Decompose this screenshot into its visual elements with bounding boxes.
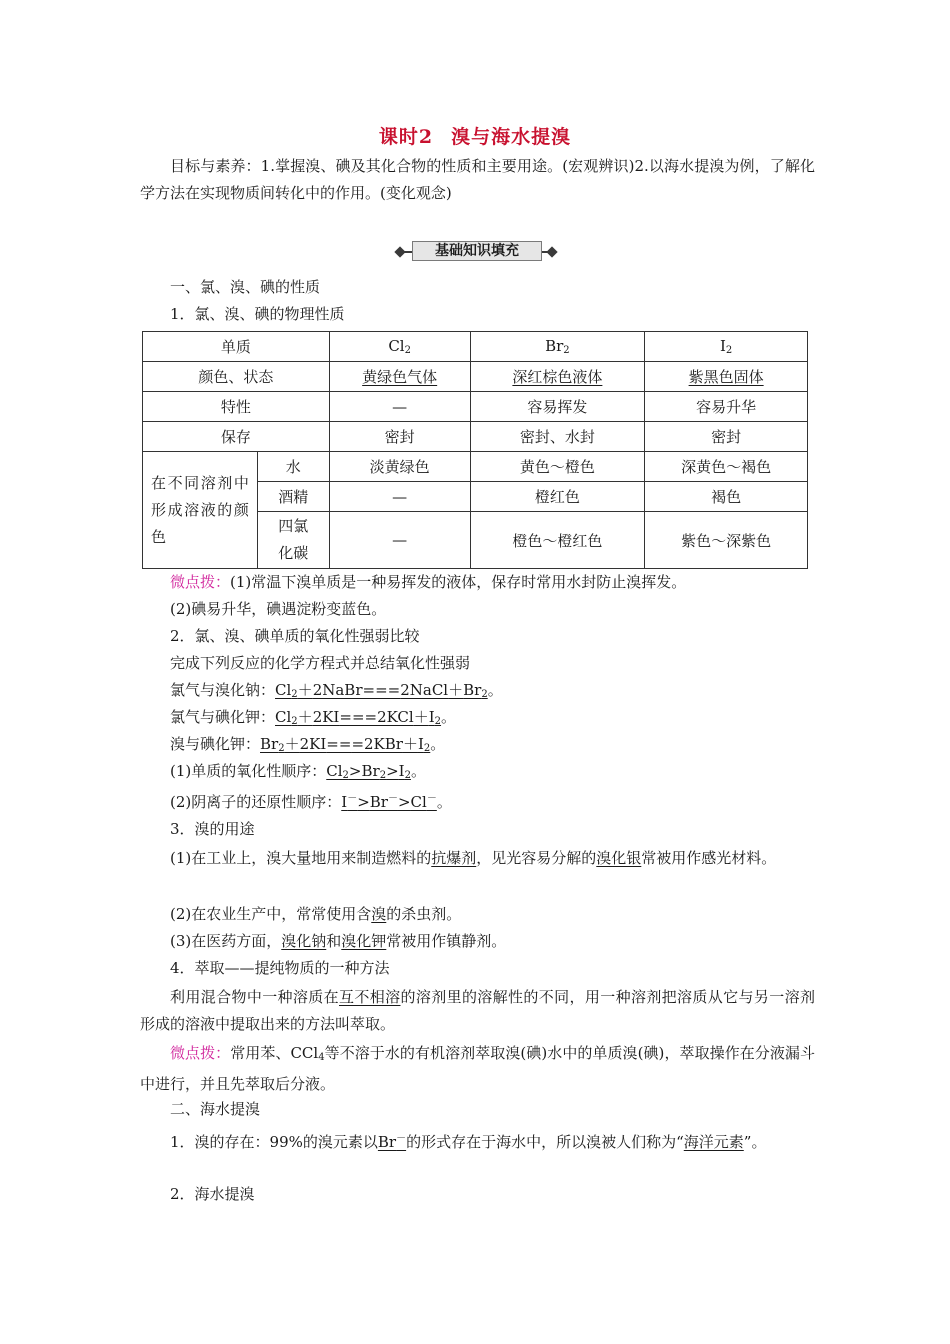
heading-sec2: 二、海水提溴 xyxy=(170,1100,261,1118)
table-row xyxy=(143,452,808,482)
use-3: (3)在医药方面，溴化钠和溴化钾常被用作镇静剂。 xyxy=(170,932,507,950)
heading-sec2-2: 2．海水提溴 xyxy=(170,1185,255,1203)
heading-sec1-3: 3．溴的用途 xyxy=(170,820,255,838)
table-cell: 酒精 xyxy=(257,482,329,512)
section-banner xyxy=(398,240,556,262)
learning-goals: 目标与素养：1.掌握溴、碘及其化合物的性质和主要用途。(宏观辨识)2.以海水提溴为例，了解化学方法在实现物质间转化中的作用。(变化观念) xyxy=(140,157,815,202)
oxidation-order: (1)单质的氧化性顺序：$Cl_2>Br_2>I_2$。 xyxy=(170,762,426,781)
table-cell: 水 xyxy=(257,452,329,482)
table-cell: 容易升华 xyxy=(645,392,808,422)
page-title: 课时2 溴与海水提溴 xyxy=(378,126,572,148)
table-cell: 密封 xyxy=(645,422,808,452)
heading-sec1-1: 1．氯、溴、碘的物理性质 xyxy=(170,305,345,323)
instruction: 完成下列反应的化学方程式并总结氧化性强弱 xyxy=(170,654,471,672)
heading-sec1: 一、氯、溴、碘的性质 xyxy=(170,278,321,296)
use-1: (1)在工业上，溴大量地用来制造燃料的抗爆剂，见光容易分解的溴化银常被用作感光材料。 xyxy=(170,849,777,867)
table-row xyxy=(143,362,808,392)
use-2: (2)在农业生产中，常常使用含溴的杀虫剂。 xyxy=(170,905,462,923)
table-cell: 特性 xyxy=(143,392,330,422)
table-cell: 在不同溶剂中形成溶液的颜色 xyxy=(143,452,258,569)
properties-table xyxy=(142,331,808,569)
table-cell: 深黄色～褐色 xyxy=(645,452,808,482)
equation-1: 氯气与溴化钠：$Cl_2+2NaBr===2NaCl+Br_2$。 xyxy=(170,681,503,700)
equation-2: 氯气与碘化钾：$Cl_2+2KI===2KCl+I_2$。 xyxy=(170,708,457,727)
tip-1: 微点拨：(1)常温下溴单质是一种易挥发的液体，保存时常用水封防止溴挥发。 xyxy=(170,573,687,591)
extraction-definition: 利用混合物中一种溶质在互不相溶的溶剂里的溶解性的不同，用一种溶剂把溶质从它与另一溶剂形成的溶液中提取出来的方法叫萃取。 xyxy=(140,988,815,1033)
table-row xyxy=(143,332,808,362)
tip-2: 微点拨：常用苯、CCl$_4$等不溶于水的有机溶剂萃取溴(碘)水中的单质溴(碘)，萃取操作在分液漏斗中进行，并且先萃取后分液。 xyxy=(140,1044,815,1093)
table-header-cell: $I_2$ xyxy=(645,332,808,362)
table-header-cell: 单质 xyxy=(143,332,330,362)
heading-sec1-2: 2．氯、溴、碘单质的氧化性强弱比较 xyxy=(170,627,420,645)
table-cell: — xyxy=(329,392,470,422)
table-cell: 密封、水封 xyxy=(470,422,645,452)
tip-label: 微点拨： xyxy=(170,573,231,591)
tip-1b: (2)碘易升华，碘遇淀粉变蓝色。 xyxy=(170,600,387,618)
table-cell: 保存 xyxy=(143,422,330,452)
table-cell: — xyxy=(329,512,470,569)
table-cell: 深红棕色液体 xyxy=(470,362,645,392)
bromine-existence: 1．溴的存在：99%的溴元素以Br－的形式存在于海水中，所以溴被人们称为“海洋元素”。 xyxy=(170,1133,767,1151)
table-header-cell: $Cl_2$ xyxy=(329,332,470,362)
table-cell: 橙色～橙红色 xyxy=(470,512,645,569)
table-cell: 密封 xyxy=(329,422,470,452)
table-cell: 四氯化碳 xyxy=(257,512,329,569)
table-cell: 橙红色 xyxy=(470,482,645,512)
banner-label: 基础知识填充 xyxy=(412,241,542,261)
table-cell: 黄绿色气体 xyxy=(329,362,470,392)
heading-sec1-4: 4．萃取——提纯物质的一种方法 xyxy=(170,959,390,977)
table-cell: 紫色～深紫色 xyxy=(645,512,808,569)
table-cell: 颜色、状态 xyxy=(143,362,330,392)
table-row xyxy=(143,392,808,422)
table-row xyxy=(143,422,808,452)
table-cell: 褐色 xyxy=(645,482,808,512)
equation-3: 溴与碘化钾：$Br_2+2KI===2KBr+I_2$。 xyxy=(170,735,446,754)
table-cell: — xyxy=(329,482,470,512)
table-cell: 容易挥发 xyxy=(470,392,645,422)
table-header-cell: $Br_2$ xyxy=(470,332,645,362)
table-cell: 淡黄绿色 xyxy=(329,452,470,482)
reduction-order: (2)阴离子的还原性顺序：I－>Br－>Cl－。 xyxy=(170,793,452,811)
table-cell: 黄色～橙色 xyxy=(470,452,645,482)
tip-label: 微点拨： xyxy=(170,1044,231,1062)
table-cell: 紫黑色固体 xyxy=(645,362,808,392)
